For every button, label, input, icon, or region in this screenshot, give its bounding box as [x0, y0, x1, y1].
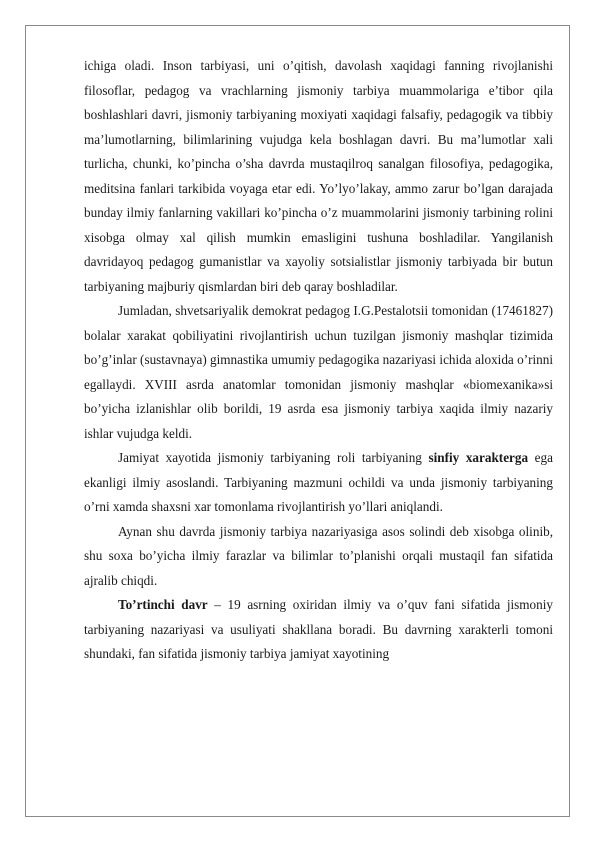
paragraph — [84, 520, 553, 594]
paragraph-text: Jamiyat xayotida jismoniy tarbiyaning roli tarbiyaning — [118, 450, 429, 465]
paragraph — [84, 54, 553, 299]
paragraph — [84, 446, 553, 520]
paragraph-text: ichiga oladi. Inson tarbiyasi, uni o’qitish, davolash xaqidagi fanning rivojlanishi filosoflar, pedagog va vrachlarning jismoniy tarbiya muammolariga e’tibor qila boshlashlari davri, jismoniy tarbiyaning moxiyati xaqidagi falsafiy, pedagogik va tibbiy ma’lumotlarning, bilimlarining vujudga kela boshlagan davri. Bu ma’lumotlar xali turlicha, chunki, ko’pincha o’sha davrda mustaqilroq sanalgan filosofiya, pedagogika, meditsina fanlari tarkibida voyaga etar edi. Yo’lyo’lakay, ammo zarur bo’lgan darajada bunday ilmiy fanlarning vakillari ko’pincha o’z muammolarini jismoniy tarbining rolini xisobga olmay xal qilish mumkin emasligini tushuna boshladilar. Yangilanish davridayoq pedagog gumanistlar va xayoliy sotsialistlar jismoniy tarbiyada bir butun tarbiyaning majburiy qismlardan biri deb qaray boshladilar. — [84, 58, 553, 294]
paragraph — [84, 299, 553, 446]
paragraph-text: ega ekanligi ilmiy asoslandi. Tarbiyaning mazmuni ochildi va unda jismoniy tarbiyaning o’rni xamda shaxsni xar tomonlama rivojlantirish yo’llari aniqlandi. — [84, 450, 553, 514]
paragraph-text: Jumladan, shvetsariyalik demokrat pedagog I.G.Pestalotsii tomonidan (17461827) bolalar xarakat qobiliyatini rivojlantirish uchun tuzilgan jismoniy mashqlar tizimida bo’g’inlar (sustavnaya) gimnastika umumiy pedagogika nazariyasi ichida aloxida o’rinni egallaydi. XVIII asrda anatomlar tomonidan jismoniy mashqlar «biomexanika»si bo’yicha izlanishlar olib borildi, 19 asrda esa jismoniy tarbiya xaqida ilmiy nazariy ishlar vujudga keldi. — [84, 303, 553, 441]
paragraph-text: – 19 asrning oxiridan ilmiy va o’quv fani sifatida jismoniy tarbiyaning nazariyasi va usuliyati shakllana boradi. Bu davrning xarakterli tomoni shundaki, fan sifatida jismoniy tarbiya jamiyat xayotining — [84, 597, 553, 661]
document-body — [84, 54, 553, 667]
bold-term: To’rtinchi davr — [118, 597, 208, 612]
bold-term: sinfiy xarakterga — [428, 450, 529, 465]
paragraph — [84, 593, 553, 667]
paragraph-text: Aynan shu davrda jismoniy tarbiya nazariyasiga asos solindi deb xisobga olinib, shu soxa bo’yicha ilmiy farazlar va bilimlar to’planishi orqali mustaqil fan sifatida ajralib chiqdi. — [84, 523, 553, 588]
